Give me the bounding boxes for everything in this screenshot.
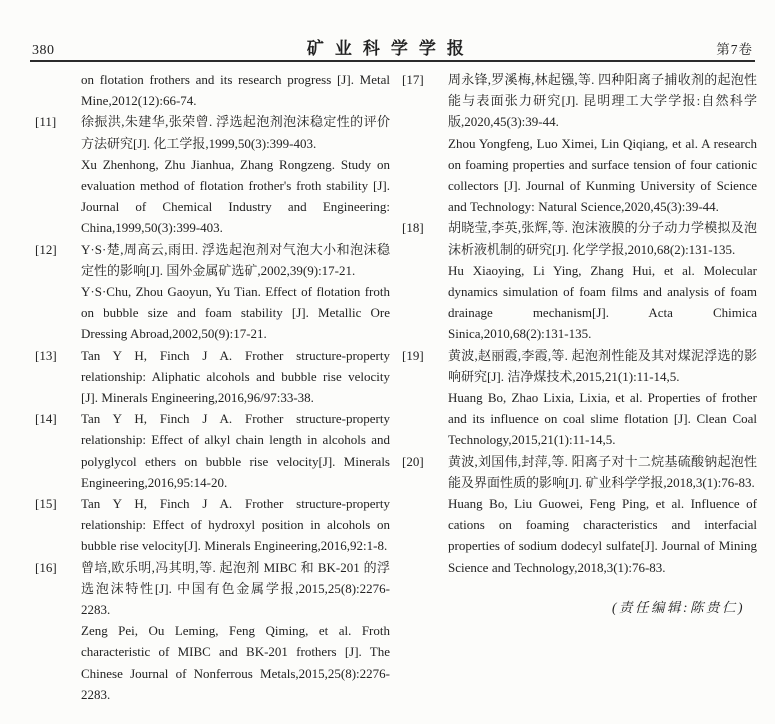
reference-entry bbox=[35, 111, 390, 238]
reference-text: Tan Y H, Finch J A. Frother structure-property relationship: Aliphatic alcohols and bubble rise velocity [J]. Minerals Engineering,2016,96/97:33-38. bbox=[81, 347, 390, 406]
page-number: 380 bbox=[32, 43, 55, 58]
references-section bbox=[35, 69, 757, 705]
reference-text: on flotation frothers and its research progress [J]. Metal Mine,2012(12):66-74. bbox=[81, 72, 390, 109]
reference-text: Huang Bo, Zhao Lixia, Lixia, et al. Properties of frother and its influence on coal slime flotation [J]. Clean Coal Technology,2015,21(1):11-14,5. bbox=[448, 390, 757, 448]
running-head bbox=[32, 34, 753, 59]
reference-entry bbox=[35, 408, 390, 493]
reference-text: Tan Y H, Finch J A. Frother structure-property relationship: Effect of alkyl chain length in alcohols and polyglycol ethers on bubble rise velocity[J]. Minerals Engineering,2016,95:14-20. bbox=[81, 411, 390, 490]
reference-number: [11] bbox=[35, 114, 57, 130]
reference-text: Zhou Yongfeng, Luo Ximei, Lin Qiqiang, et al. A research on foaming properties and surface tension of four cationic collectors [J]. Journal of Kunming University of Science and Technology: Natural Science,2020,45(3):39-44. bbox=[448, 135, 757, 215]
journal-title: 矿业科学学报 bbox=[306, 39, 475, 58]
header-rule bbox=[30, 60, 755, 62]
reference-text: Y·S·楚,周高云,雨田. 浮选起泡剂对气泡大小和泡沫稳定性的影响[J]. 国外金属矿选矿,2002,39(9):17-21. bbox=[81, 241, 390, 278]
reference-text: 周永锋,罗溪梅,林起镪,等. 四种阳离子捕收剂的起泡性能与表面张力研究[J]. 昆明理工大学学报:自然科学版,2020,45(3):39-44. bbox=[448, 72, 757, 130]
volume-label: 第7卷 bbox=[716, 42, 753, 57]
reference-number: [17] bbox=[402, 72, 424, 87]
reference-number: [12] bbox=[35, 241, 57, 257]
reference-text: Huang Bo, Liu Guowei, Feng Ping, et al. Influence of cations on foaming characteristics and interfacial properties of sodium dodecyl sulfate[J]. Journal of Mining Science and Technology,2018,3(1):76-83. bbox=[448, 496, 757, 575]
reference-text: Tan Y H, Finch J A. Frother structure-property relationship: Effect of hydroxyl position in alcohols on bubble rise velocity[J]. Minerals Engineering,2016,92:1-8. bbox=[81, 496, 390, 554]
reference-text: 黄波,刘国伟,封萍,等. 阳离子对十二烷基硫酸钠起泡性能及界面性质的影响[J]. 矿业科学学报,2018,3(1):76-83. bbox=[448, 453, 757, 490]
reference-number: [13] bbox=[35, 347, 57, 363]
reference-text: 黄波,赵丽霞,李霞,等. 起泡剂性能及其对煤泥浮选的影响研究[J]. 洁净煤技术,2015,21(1):11-14,5. bbox=[448, 347, 757, 384]
reference-number: [18] bbox=[402, 220, 424, 236]
reference-number: [20] bbox=[402, 453, 424, 469]
reference-entry bbox=[35, 239, 390, 345]
editor-note: (责任编辑:陈贵仁) bbox=[612, 599, 745, 615]
reference-text: Zeng Pei, Ou Leming, Feng Qiming, et al. Froth characteristic of MIBC and BK-201 frothers [J]. The Chinese Journal of Nonferrous Metals,2015,25(8):2276-2283. bbox=[81, 623, 390, 702]
reference-entry bbox=[35, 69, 390, 111]
reference-text: 曾培,欧乐明,冯其明,等. 起泡剂 MIBC 和 BK-201 的浮选泡沫特性[J]. 中国有色金属学报,2015,25(8):2276-2283. bbox=[81, 559, 390, 618]
references-right-column bbox=[402, 69, 757, 705]
reference-entry bbox=[35, 557, 390, 705]
reference-entry bbox=[402, 217, 757, 344]
reference-entry bbox=[402, 345, 757, 451]
reference-number: [19] bbox=[402, 347, 424, 363]
reference-entry bbox=[35, 493, 390, 557]
reference-text: Hu Xiaoying, Li Ying, Zhang Hui, et al. Molecular dynamics simulation of foam films and analysis of foam drainage mechanism[J]. Acta Chimica Sinica,2010,68(2):131-135. bbox=[448, 262, 757, 342]
reference-number: [15] bbox=[35, 496, 57, 512]
reference-number: [14] bbox=[35, 411, 57, 427]
reference-text: Y·S·Chu, Zhou Gaoyun, Yu Tian. Effect of flotation froth on bubble size and foam stability [J]. Metallic Ore Dressing Abroad,2002,50(9):17-21. bbox=[81, 284, 390, 342]
reference-text: 胡晓莹,李英,张辉,等. 泡沫液膜的分子动力学模拟及泡沫析液机制的研究[J]. 化学学报,2010,68(2):131-135. bbox=[448, 220, 757, 257]
reference-text: 徐振洪,朱建华,张荣曾. 浮选起泡剂泡沫稳定性的评价方法研究[J]. 化工学报,1999,50(3):399-403. bbox=[81, 114, 390, 151]
reference-entry bbox=[402, 69, 757, 217]
reference-entry bbox=[35, 345, 390, 409]
reference-entry bbox=[402, 451, 757, 578]
references-left-column bbox=[35, 69, 390, 705]
reference-text: Xu Zhenhong, Zhu Jianhua, Zhang Rongzeng. Study on evaluation method of flotation frother's froth stability [J]. Journal of Chemical Industry and Engineering: China,1999,50(3):399-403. bbox=[81, 156, 390, 236]
reference-number: [16] bbox=[35, 559, 57, 575]
